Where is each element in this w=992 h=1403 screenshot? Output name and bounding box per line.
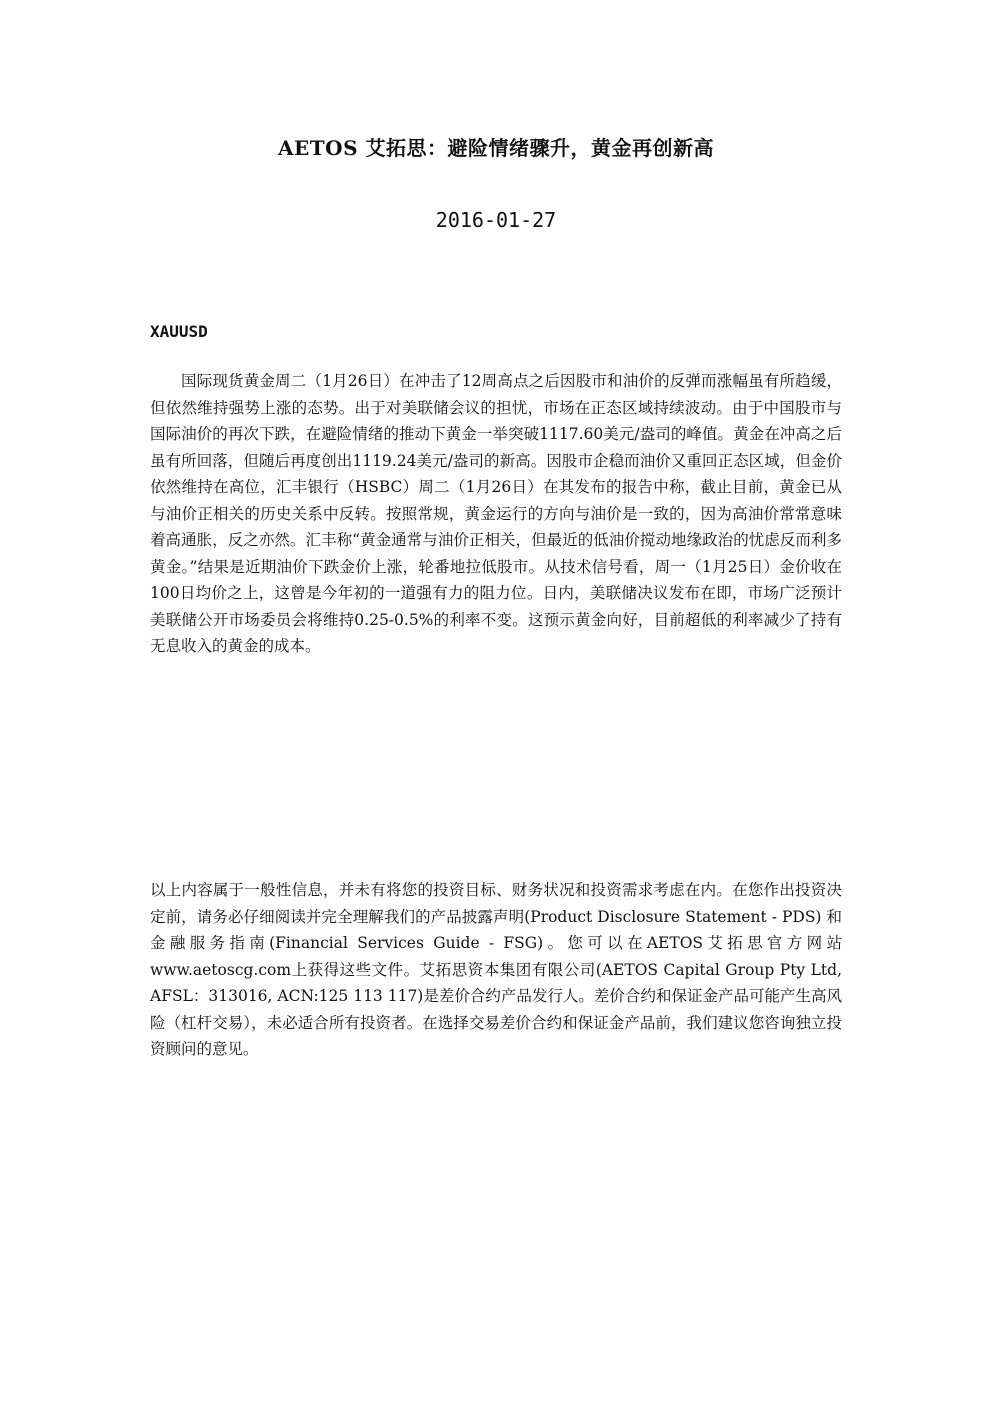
document-date: 2016-01-27 [435, 208, 557, 232]
risk-disclaimer: 以上内容属于一般性信息，并未有将您的投资目标、财务状况和投资需求考虑在内。在您作出投资决定前，请务必仔细阅读并完全理解我们的产品披露声明(Product Disclosure Statement - PDS) 和金融服务指南(Financial Services Guide - FSG)。您可以在AETOS艾拓思官方网站www.aetoscg.com上获得这些文件。艾拓思资本集团有限公司(AETOS Capital Group Pty Ltd, AFSL：313016, ACN:125 113 117)是差价合约产品发行人。差价合约和保证金产品可能产生高风险（杠杆交易），未必适合所有投资者。在选择交易差价合约和保证金产品前，我们建议您咨询独立投资顾问的意见。 [150, 881, 842, 1058]
document-title: AETOS 艾拓思：避险情绪骤升，黄金再创新高 [278, 136, 714, 160]
instrument-symbol: XAUUSD [150, 322, 208, 341]
article-body: 国际现货黄金周二（1月26日）在冲击了12周高点之后因股市和油价的反弹而涨幅虽有所趋缓，但依然维持强势上涨的态势。出于对美联储会议的担忧，市场在正态区域持续波动。由于中国股市与国际油价的再次下跌，在避险情绪的推动下黄金一举突破1117.60美元/盎司的峰值。黄金在冲高之后虽有所回落，但随后再度创出1119.24美元/盎司的新高。因股市企稳而油价又重回正态区域，但金价依然维持在高位，汇丰银行（HSBC）周二（1月26日）在其发布的报告中称，截止目前，黄金已从与油价正相关的历史关系中反转。按照常规，黄金运行的方向与油价是一致的，因为高油价常常意味着高通胀，反之亦然。汇丰称“黄金通常与油价正相关，但最近的低油价搅动地缘政治的忧虑反而利多黄金。”结果是近期油价下跌金价上涨，轮番地拉低股市。从技术信号看，周一（1月25日）金价收在100日均价之上，这曾是今年初的一道强有力的阻力位。日内，美联储决议发布在即，市场广泛预计美联储公开市场委员会将维持0.25-0.5%的利率不变。这预示黄金向好，目前超低的利率减少了持有无息收入的黄金的成本。 [150, 372, 842, 655]
